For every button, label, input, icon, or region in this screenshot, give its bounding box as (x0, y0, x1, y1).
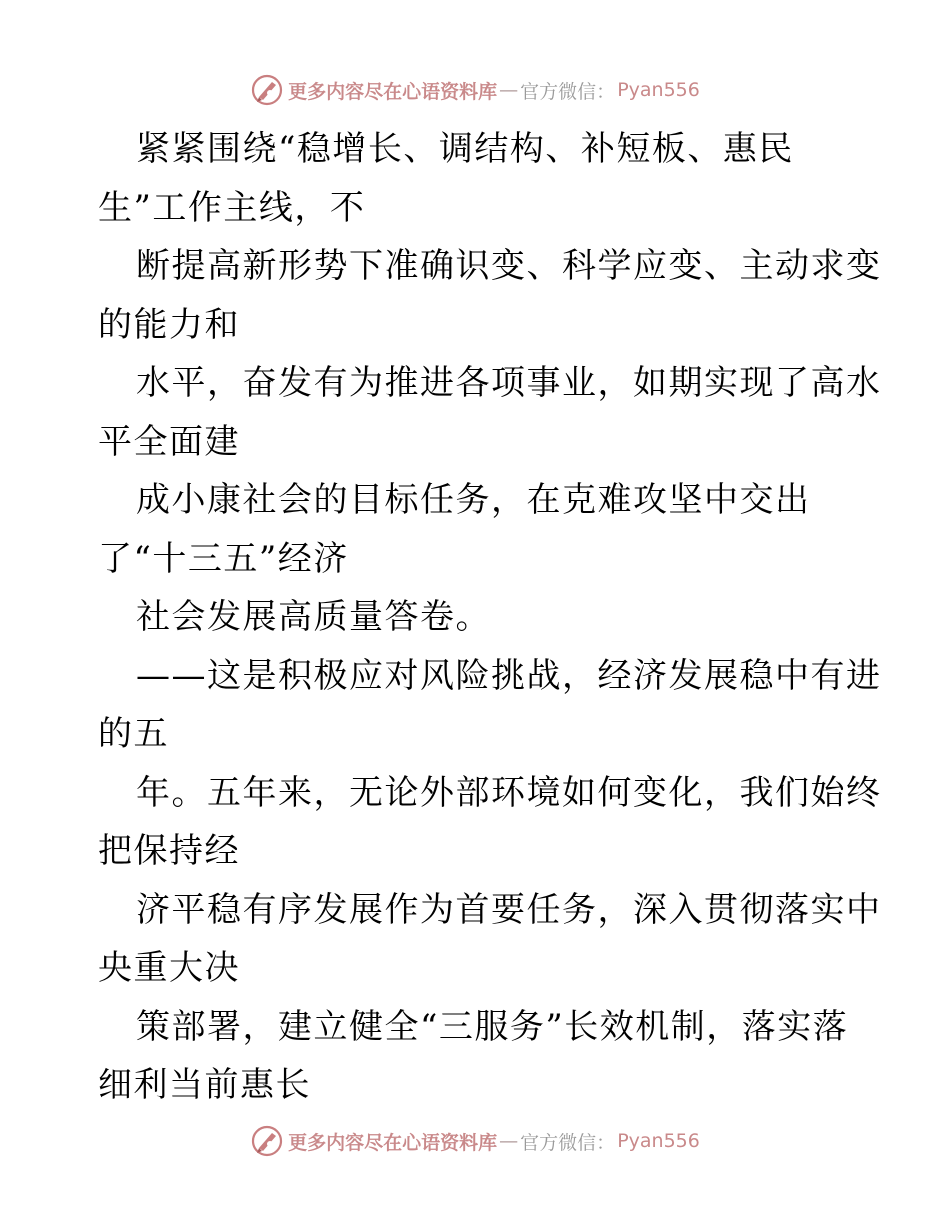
watermark-label: 官方微信： (520, 1131, 616, 1154)
text-line: 济平稳有序发展作为首要任务，深入贯彻落实中 (136, 889, 882, 930)
pen-logo-icon (250, 1124, 284, 1158)
watermark-separator: — (499, 1130, 519, 1152)
watermark-label: 官方微信： (520, 80, 616, 103)
text-line: 成小康社会的目标任务，在克难攻坚中交出 (136, 480, 811, 520)
text-line: 平全面建 (98, 421, 240, 462)
text-line: 断提高新形势下准确识变、科学应变、主动求变 (136, 246, 882, 286)
text-line: 策部署，建立健全“三服务”长效机制，落实落 (136, 1006, 849, 1047)
watermark-site-text: 更多内容尽在心语资料库 (288, 1131, 498, 1154)
text-line: 紧紧围绕“稳增长、调结构、补短板、惠民 (136, 129, 794, 169)
text-line: 社会发展高质量答卷。 (136, 597, 491, 637)
text-line: 细利当前惠长 (98, 1065, 311, 1105)
footer-watermark (0, 1121, 950, 1161)
watermark-wechat-id: Pyan556 (617, 79, 700, 101)
text-line: 年。五年来，无论外部环境如何变化，我们始终 (136, 772, 882, 813)
watermark-site-text: 更多内容尽在心语资料库 (288, 80, 498, 103)
text-line: ——这是积极应对风险挑战，经济发展稳中有进 (136, 655, 882, 696)
text-line: 生”工作主线，不 (98, 187, 366, 228)
text-line: 把保持经 (98, 831, 240, 871)
text-line: 了“十三五”经济 (98, 538, 349, 579)
header-watermark (0, 70, 950, 110)
document-body (98, 120, 882, 1115)
watermark-wechat-id: Pyan556 (617, 1130, 700, 1152)
text-line: 的五 (98, 714, 169, 754)
text-line: 央重大决 (98, 948, 240, 988)
watermark-separator: — (499, 79, 519, 101)
text-line: 水平，奋发有为推进各项事业，如期实现了高水 (136, 363, 882, 403)
pen-logo-icon (250, 73, 284, 107)
text-line: 的能力和 (98, 304, 240, 345)
